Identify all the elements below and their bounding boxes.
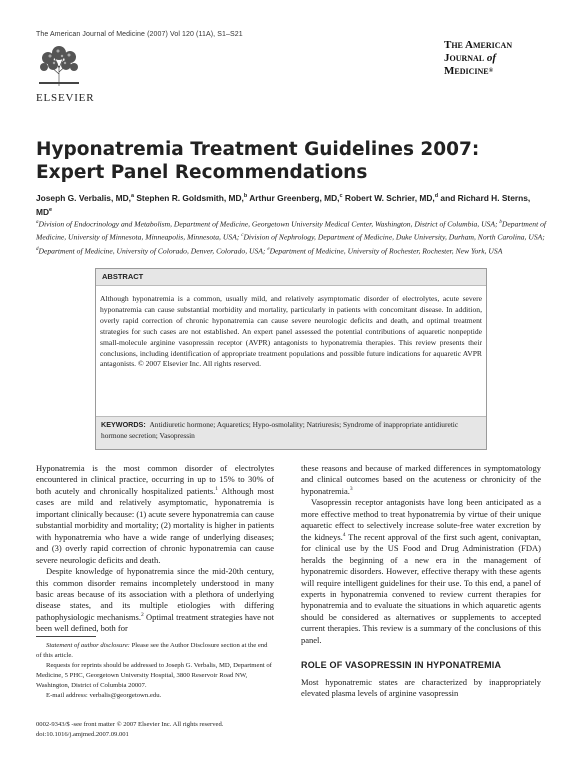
abstract-header-band xyxy=(96,269,486,286)
masthead-line-2: Journal of xyxy=(444,52,497,64)
author: Robert W. Schrier, MD, xyxy=(344,192,435,203)
affiliation: Department of Medicine, University of Colorado, Denver, Colorado, USA; xyxy=(38,246,266,256)
paragraph: Hyponatremia is the most common disorder of electrolytes encountered in clinical practice, occurring in up to 15% to 30% of both acutely and chronically hospitalized patients.$^1$ Although most cases are mild and relatively asymptomatic, hyponatremia is important clinically because: (1) acute severe hyponatremia can cause substantial morbidity and mortality; (2) mortality is higher in patients with hyponatremia who have a wide range of underlying diseases; and (3) overly rapid correction of chronic hyponatremia can cause severe neurologic deficits and death. xyxy=(36,463,274,565)
author-list: Joseph G. Verbalis, MD,$^a$ Stephen R. Goldsmith, MD,$^b$ Arthur Greenberg, MD,$^c$ Robert W. Schrier, MD,$^d$ and Richard H. Sterns, MDe xyxy=(36,192,531,217)
reprints-note: Requests for reprints should be addressed to Joseph G. Verbalis, MD, Department of Medicine, 5 PHC, Georgetown University Hospital, 3800 Reservoir Road NW, Washington, District of Columbia 20007. xyxy=(36,661,272,689)
doi-link[interactable]: doi:10.1016/j.amjmed.2007.09.001 xyxy=(36,730,129,738)
affiliation: Department of Medicine, University of Rochester, Rochester, New York, USA xyxy=(269,246,503,256)
author: Stephen R. Goldsmith, MD, xyxy=(136,192,244,203)
keywords xyxy=(101,419,481,441)
paragraph: these reasons and because of marked differences in symptomatology and clinical outcomes based on the acuteness or chronicity of the hyponatremia.$^3$ xyxy=(301,463,541,496)
author: Arthur Greenberg, MD, xyxy=(249,192,340,203)
abstract-text: Although hyponatremia is a common, usually mild, and relatively asymptomatic disorder of electrolytes, acute severe hyponatremia can cause substantial morbidity and mortality, particularly in patients with concomitant disease. In addition, overly rapid correction of chronic hyponatremia can cause severe neurologic deficits and death, and optimal treatment strategies for such cases are not established. An expert panel assessed the potential contributions of aquaretic nonpeptide small-molecule arginine vasopressin receptor (AVPR) antagonists to hyponatremia therapies. This review presents their conclusions, including identification of appropriate treatment populations and possible future indications for aquaretic AVPR antagonists. © 2007 Elsevier Inc. All rights reserved. xyxy=(100,294,482,369)
paragraph: Vasopressin receptor antagonists have long been anticipated as a more effective method to treat hyponatremia by virtue of their unique aquaretic effect to selectively increase solute-free water excretion by the kidneys.$^4$ The recent approval of the first such agent, conivaptan, for clinical use by the US Food and Drug Administration (FDA) heralds the beginning of a new era in the management of hyponatremic disorders. However, effective therapy with these agents will require intelligent guidelines for their use. To this end, a panel of experts in hyponatremia convened to review current therapies for hyponatremia and to evaluate the situations in which aquaretic agents should be considered as alternatives or supplements to accepted current therapies. This review is a summary of the conclusions of this panel. xyxy=(301,497,542,645)
keywords-list: Antidiuretic hormone; Aquaretics; Hypo-osmolality; Natriuresis; Syndrome of inappropriate antidiuretic hormone secretion; Vasopressin xyxy=(101,420,459,440)
affiliations: $^a$Division of Endocrinology and Metabolism, Department of Medicine, Georgetown University Medical Center, Washington, District of Columbia, USA; $^b$Department of Medicine, University of Minnesota, Minneapolis, Minnesota, USA; $^c$Division of Nephrology, Department of Medicine, Duke University, Durham, North Carolina, USA; $^d$Department of Medicine, University of Colorado, Denver, Colorado, USA; $^e$Department of Medicine, University of Rochester, Rochester, New York, USA xyxy=(36,219,547,256)
article-title: Hyponatremia Treatment Guidelines 2007: Expert Panel Recommendations xyxy=(36,139,480,183)
body-right-column xyxy=(301,463,541,646)
affiliation: Department of Medicine, University of Minnesota, Minneapolis, Minnesota, USA; xyxy=(36,219,547,242)
section-heading: ROLE OF VASOPRESSIN IN HYPONATREMIA xyxy=(301,660,502,670)
section-paragraph: Most hyponatremic states are characterized by inappropriately elevated plasma levels of arginine vasopressin xyxy=(301,677,541,699)
author: and Richard H. Sterns, MD xyxy=(36,192,531,217)
abstract-label: ABSTRACT xyxy=(102,272,144,281)
keywords-label: KEYWORDS: xyxy=(101,420,146,429)
issn-line: 0002-9343/$ -see front matter © 2007 Elsevier Inc. All rights reserved. xyxy=(36,721,224,728)
paragraph: Despite knowledge of hyponatremia since the mid-20th century, this common disorder remains incompletely understood in many basic areas because of its association with a plethora of underlying disease states, and its multiple etiologies with differing pathophysiologic mechanisms.$^2$ Optimal treatment strategies have not been well defined, both for xyxy=(36,566,274,634)
footnote-divider xyxy=(36,636,96,637)
elsevier-tree-logo xyxy=(36,44,82,88)
masthead-line-3: Medicine® xyxy=(444,65,494,77)
masthead-line-1: The American xyxy=(444,39,513,51)
publisher-name: ELSEVIER xyxy=(36,92,95,104)
journal-citation: The American Journal of Medicine (2007) Vol 120 (11A), S1–S21 xyxy=(36,31,243,38)
journal-masthead xyxy=(444,39,564,78)
author: Joseph G. Verbalis, MD, xyxy=(36,192,131,203)
affiliation: Division of Nephrology, Department of Medicine, Duke University, Durham, North Carolina, USA; xyxy=(243,232,545,242)
disclosure-note: Statement of author disclosure: Please see the Author Disclosure section at the end of this article. xyxy=(36,642,268,659)
copyright-footer xyxy=(36,720,223,739)
body-left-column xyxy=(36,463,274,635)
email-note: E-mail address: verbalis@georgetown.edu. xyxy=(46,691,162,699)
footnotes xyxy=(36,641,274,700)
affiliation: Division of Endocrinology and Metabolism, Department of Medicine, Georgetown University Medical Center, Washington, District of Columbia, USA; xyxy=(38,219,498,229)
